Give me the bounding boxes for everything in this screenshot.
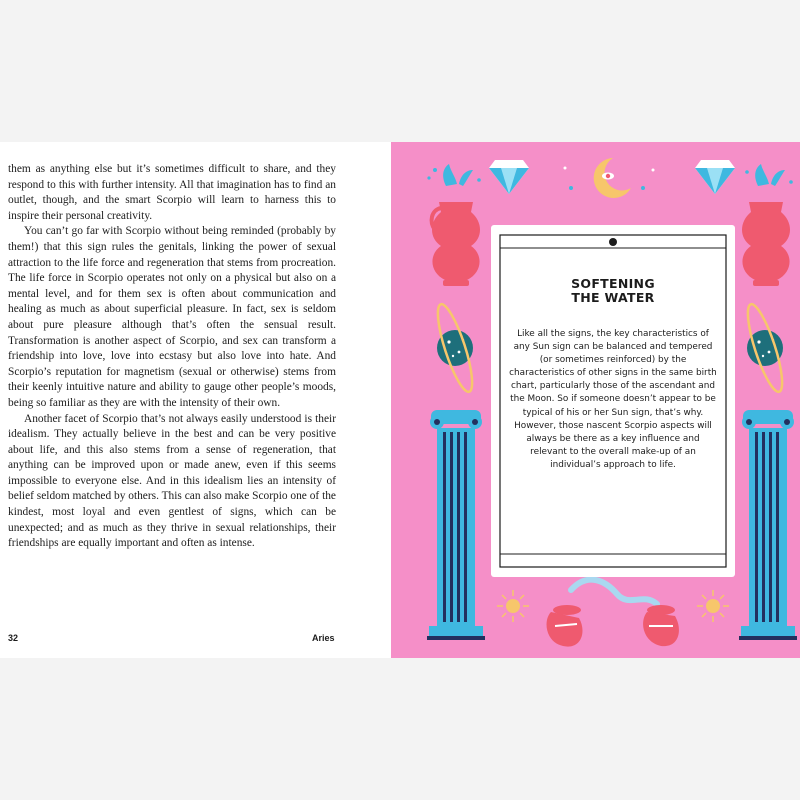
diamond-icon xyxy=(489,160,529,194)
sidebar-panel xyxy=(491,225,735,577)
sun-icon xyxy=(497,590,529,622)
sun-icon xyxy=(697,590,729,622)
sparkle-icon xyxy=(652,169,655,172)
paragraph: them as anything else but it’s sometimes difficult to share, and they respond to this with further intensity. All that imagination has to find an outlet, though, and the smart Scorpio will learn to harness this to inspire their personal creativity. xyxy=(8,163,336,222)
vase-icon xyxy=(432,202,480,286)
sparkle-icon xyxy=(569,186,573,190)
sparkle-icon xyxy=(641,186,645,190)
paragraph: Another facet of Scorpio that’s not always easily understood is their idealism. They actually believe in the best and can be very positive about life, and this also stems from a sense of regeneration, that anything can be improved upon or made anew, even if this seems impossible to everyone else. And in this idealism lies an intensity of belief seldom matched by others. This can also make Scorpio one of the kindest, most loyal and even gentlest of signs, which can be unexpected; and as much as they thrive in sexual relationships, their friendships are equally important and often as intense. xyxy=(8,412,336,550)
planet-icon xyxy=(431,301,478,395)
pouring-pots-icon xyxy=(547,580,679,647)
splash-icon xyxy=(745,164,793,186)
crescent-moon-eye-icon xyxy=(594,158,631,198)
column-icon xyxy=(427,410,485,640)
page-number: 32 xyxy=(8,633,19,643)
book-spread xyxy=(0,142,800,658)
vase-icon xyxy=(742,202,790,286)
sparkle-icon xyxy=(564,167,567,170)
body-text xyxy=(8,162,336,552)
right-page xyxy=(391,142,800,658)
paragraph: You can’t go far with Scorpio without being reminded (probably by them!) that this sign rules the genitals, linking the power of sexual attraction to the life force and regeneration that stems from procreation. The life force in Scorpio operates not only on a physical but also on a mental level, and for them sex is often about communication and healing as much as about superficial pleasure. In fact, sex is seldom about pure pleasure although that’s often the sensual result. Transformation is another aspect of Scorpio, and sex can transform a friendship into love, love into ecstasy but also love into hate. And Scorpio’s reputation for magnetism (sexual or otherwise) stems from their keenly intuitive nature and ability to gauge other people’s moods, being so familiar as they are with the intensity of their own. xyxy=(8,225,336,409)
diamond-icon xyxy=(695,160,735,194)
column-icon xyxy=(739,410,797,640)
panel-body: Like all the signs, the key characteristics of any Sun sign can be balanced and tempered (or sometimes reinforced) by the characteristics of other signs in the same birth chart, particularly those of the ascendant and the Moon. So if someone doesn’t appear to be typical of his or her Sun sign, that’s why. However, those nascent Scorpio aspects will always be there as a key influence and relevant to the overall make-up of an individual’s approach to life. xyxy=(509,329,717,470)
panel-title xyxy=(491,277,735,305)
panel-title-line: SOFTENING xyxy=(571,276,655,291)
left-page xyxy=(0,142,391,658)
running-title: Aries xyxy=(312,633,335,643)
splash-icon xyxy=(427,164,480,186)
panel-title-line: THE WATER xyxy=(571,290,655,305)
planet-icon xyxy=(741,301,788,395)
